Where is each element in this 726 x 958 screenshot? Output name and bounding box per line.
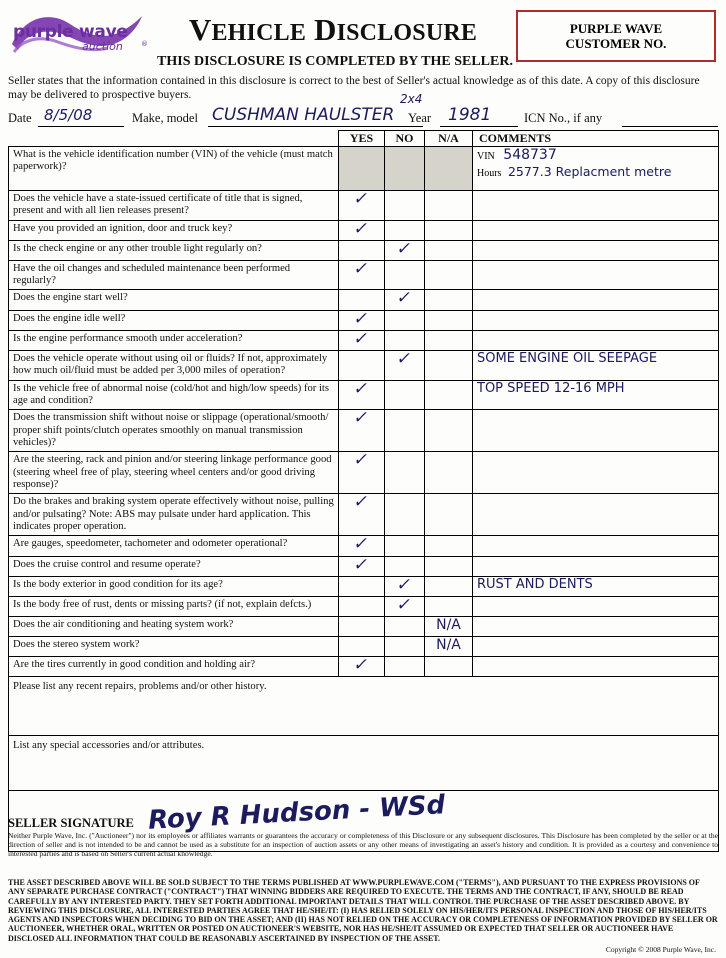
question-cell: Does the cruise control and resume operate? (9, 556, 339, 576)
check-mark-icon: ✓ (352, 218, 371, 239)
table-row (9, 240, 719, 260)
na-cell[interactable] (425, 494, 473, 536)
question-cell: Is the body free of rust, dents or missing parts? (if not, explain defcts.) (9, 597, 339, 617)
logo-subtext: auction (82, 40, 123, 53)
disclaimer-text: Neither Purple Wave, Inc. ("Auctioneer") nor its employees or affiliates warrants or guarantees the accuracy or completeness of this Disclosure or any subsequent disclosures. This Disclosure has been completed by the seller or at the direction of seller and is not intended to be and cannot be used as a substitute for an inspection of auction assets or any other means of investigating an asset's history and condition. It is provided as a courtesy and convenience to interested parties and is based on Seller's current actual knowledge. (8, 831, 718, 858)
yes-cell[interactable] (339, 556, 385, 576)
na-cell[interactable] (425, 330, 473, 350)
check-mark-icon: ✓ (352, 492, 371, 513)
check-mark-icon: ✓ (352, 259, 371, 280)
question-cell: Are gauges, speedometer, tachometer and odometer operational? (9, 536, 339, 556)
no-cell[interactable] (385, 261, 425, 290)
logo-wordmark: purple wave (13, 22, 128, 42)
signature-label: SELLER SIGNATURE (8, 816, 134, 830)
yes-cell[interactable] (339, 637, 385, 657)
special-accessories-note: List any special accessories and/or attributes. (9, 736, 719, 791)
table-row (9, 381, 719, 410)
yes-cell[interactable] (339, 330, 385, 350)
table-row (9, 597, 719, 617)
year-label: Year (408, 111, 432, 125)
yes-cell[interactable] (339, 576, 385, 596)
na-cell[interactable] (425, 452, 473, 494)
table-row (9, 147, 719, 191)
yes-cell[interactable] (339, 147, 385, 191)
make-model-field[interactable] (208, 92, 423, 127)
comment-cell[interactable] (473, 597, 719, 617)
yes-cell[interactable] (339, 240, 385, 260)
check-mark-icon: ✓ (395, 288, 414, 309)
na-cell[interactable] (425, 617, 473, 637)
comment-cell[interactable] (473, 147, 719, 191)
no-cell[interactable] (385, 381, 425, 410)
purple-wave-logo (8, 10, 158, 58)
question-cell: Does the air conditioning and heating system work? (9, 617, 339, 637)
yes-cell[interactable] (339, 220, 385, 240)
hours-value: 2577.3 Replacment metre (507, 164, 672, 180)
question-cell: Does the stereo system work? (9, 637, 339, 657)
yes-cell[interactable] (339, 494, 385, 536)
vin-label: VIN (477, 151, 495, 163)
yes-cell[interactable] (339, 657, 385, 677)
comment-cell[interactable] (473, 330, 719, 350)
question-cell: Does the engine idle well? (9, 310, 339, 330)
table-row (9, 452, 719, 494)
comment-cell[interactable]: SOME ENGINE OIL SEEPAGE (473, 351, 719, 381)
question-cell: Does the engine start well? (9, 290, 339, 310)
make-model-value: CUSHMAN HAULSTER (212, 105, 395, 125)
na-cell[interactable] (425, 576, 473, 596)
icn-label: ICN No., if any (524, 111, 603, 125)
no-cell[interactable] (385, 657, 425, 677)
na-cell[interactable] (425, 310, 473, 330)
yes-cell[interactable] (339, 597, 385, 617)
question-cell: What is the vehicle identification number (VIN) of the vehicle (must match paperwork)? (9, 147, 339, 191)
question-cell: Does the vehicle have a state-issued certificate of title that is signed, present and with all lien releases present? (9, 191, 339, 220)
question-cell: Are the tires currently in good condition and holding air? (9, 657, 339, 677)
no-cell[interactable] (385, 617, 425, 637)
col-header-yes: YES (339, 131, 385, 147)
check-mark-icon: ✓ (352, 379, 371, 400)
na-cell[interactable] (425, 410, 473, 452)
vin-line (477, 149, 714, 163)
yes-cell[interactable] (339, 191, 385, 220)
no-cell[interactable] (385, 597, 425, 617)
question-cell: Is the body exterior in good condition for its age? (9, 576, 339, 596)
table-row (9, 576, 719, 596)
na-cell[interactable] (425, 657, 473, 677)
recent-repairs-note: Please list any recent repairs, problems and/or other history. (9, 677, 719, 736)
table-header-row (9, 131, 719, 147)
disclosure-table (8, 130, 719, 852)
col-header-comments: COMMENTS (473, 131, 719, 147)
check-mark-icon: ✓ (395, 574, 414, 595)
table-row (9, 220, 719, 240)
check-mark-icon: ✓ (352, 450, 371, 471)
check-mark-icon: ✓ (395, 238, 414, 259)
no-cell[interactable] (385, 220, 425, 240)
hours-label: Hours (477, 168, 502, 180)
col-header-blank (9, 131, 339, 147)
comment-cell[interactable] (473, 220, 719, 240)
table-row (9, 191, 719, 220)
no-cell[interactable] (385, 240, 425, 260)
comment-cell[interactable] (473, 310, 719, 330)
table-row (9, 657, 719, 677)
comment-cell[interactable] (473, 452, 719, 494)
table-row (9, 290, 719, 310)
comment-cell[interactable] (473, 494, 719, 536)
na-cell[interactable] (425, 220, 473, 240)
no-cell[interactable] (385, 191, 425, 220)
comment-cell[interactable] (473, 410, 719, 452)
no-cell[interactable] (385, 310, 425, 330)
question-cell: Are the steering, rack and pinion and/or steering linkage performance good (steering wheel free of play, steering wheel centers and/or good driving response)? (9, 452, 339, 494)
seller-statement: Seller states that the information contained in this disclosure is correct to the best of Seller's actual knowledge as of this date. A copy of this disclosure may be delivered to prospective buyers. (8, 75, 700, 101)
copyright-text: Copyright © 2008 Purple Wave, Inc. (605, 945, 716, 954)
date-value: 8/5/08 (44, 106, 93, 124)
na-cell[interactable] (425, 597, 473, 617)
yes-cell[interactable] (339, 261, 385, 290)
no-cell[interactable] (385, 330, 425, 350)
yes-cell[interactable] (339, 410, 385, 452)
check-mark-icon: ✓ (352, 189, 371, 210)
col-header-na: N/A (425, 131, 473, 147)
question-cell: Does the transmission shift without noise or slippage (operational/smooth/ proper shift points/clutch operates smoothly on manual transmission vehicles)? (9, 410, 339, 452)
na-cell[interactable] (425, 351, 473, 381)
comment-cell[interactable] (473, 637, 719, 657)
no-cell[interactable] (385, 351, 425, 381)
check-mark-icon: ✓ (352, 655, 371, 676)
comment-cell[interactable]: TOP SPEED 12-16 MPH (473, 381, 719, 410)
document-header (0, 4, 726, 70)
table-row (9, 410, 719, 452)
check-mark-icon: ✓ (352, 328, 371, 349)
check-mark-icon: ✓ (352, 534, 371, 555)
comment-cell[interactable]: RUST AND DENTS (473, 576, 719, 596)
icn-field[interactable] (622, 108, 718, 127)
yes-cell[interactable] (339, 310, 385, 330)
make-model-superscript: 2x4 (400, 92, 423, 106)
col-header-no: NO (385, 131, 425, 147)
no-cell[interactable] (385, 556, 425, 576)
check-mark-icon: ✓ (395, 349, 414, 370)
yes-cell[interactable] (339, 381, 385, 410)
yes-cell[interactable] (339, 536, 385, 556)
question-cell: Do the brakes and braking system operate effectively without noise, pulling and/or pulsating? Note: ABS may pulsate under hard application. This indicates proper operation. (9, 494, 339, 536)
customer-number-box[interactable] (516, 10, 716, 62)
make-model-label: Make, model (132, 111, 198, 125)
comment-cell[interactable] (473, 536, 719, 556)
table-row (9, 351, 719, 381)
no-cell[interactable] (385, 637, 425, 657)
question-cell: Is the check engine or any other trouble light regularly on? (9, 240, 339, 260)
comment-cell[interactable] (473, 240, 719, 260)
na-cell[interactable] (425, 147, 473, 191)
yes-cell[interactable] (339, 452, 385, 494)
table-row (9, 556, 719, 576)
vin-value: 548737 (503, 147, 557, 164)
customer-number-label: PURPLE WAVE CUSTOMER NO. (565, 21, 667, 51)
table-row (9, 637, 719, 657)
comment-cell[interactable] (473, 657, 719, 677)
na-mark: N/A (436, 617, 461, 634)
question-cell: Is the vehicle free of abnormal noise (cold/hot and high/low speeds) for its age and condition? (9, 381, 339, 410)
na-cell[interactable] (425, 556, 473, 576)
na-cell[interactable] (425, 240, 473, 260)
notes-row[interactable] (9, 677, 719, 736)
table-row (9, 617, 719, 637)
date-label: Date (8, 111, 32, 125)
signature-value: Roy R Hudson - WSd (147, 790, 446, 836)
no-cell[interactable] (385, 290, 425, 310)
comment-cell[interactable] (473, 191, 719, 220)
na-cell[interactable] (425, 381, 473, 410)
check-mark-icon: ✓ (352, 308, 371, 329)
table-row (9, 310, 719, 330)
logo-registered-mark: ® (141, 40, 148, 48)
no-cell[interactable] (385, 536, 425, 556)
no-cell[interactable] (385, 494, 425, 536)
no-cell[interactable] (385, 452, 425, 494)
terms-text: THE ASSET DESCRIBED ABOVE WILL BE SOLD SUBJECT TO THE TERMS PUBLISHED AT WWW.PURPLEWAVE.COM ("TERMS"), AND PURSUANT TO THE EXPRESS PROVISIONS OF ANY SEPARATE PURCHASE CONTRACT ("CONTRACT") THAT WINNING BIDDERS ARE REQUIRED TO EXECUTE. THE TERMS AND THE CONTRACT, IF ANY, SHOULD BE READ CAREFULLY BY ANY INTERESTED PARTY. THEY SET FORTH ADDITIONAL IMPORTANT DETAILS THAT WILL CONTROL THE PURCHASE OF THE ASSET DESCRIBED ABOVE. BY REVIEWING THIS DISCLOSURE, ALL INTERESTED PARTIES AGREE THAT HE/SHE/IT: (I) HAS RELIED SOLELY ON HIS/HER/ITS PERSONAL INSPECTION AND THOSE OF HIS/HER/ITS AGENTS AND INSPECTORS WHEN DECIDING TO BID ON THE ASSET; AND (II) HAS NOT RELIED ON THE ACCURACY OR COMPLETENESS OF INFORMATION PROVIDED BY SELLER OR AUCTIONEER, WHETHER ORAL, WRITTEN OR POSTED ON AUCTIONEER'S WEBSITE, NOR HAS HE/SHE/IT ASSUMED OR EXPECTED THAT SELLER OR AUCTIONEER HAVE DISCLOSED ALL INFORMATION THAT COULD BE REASONABLY ASCERTAINED BY INSPECTION OF THE ASSET. (8, 878, 718, 943)
na-cell[interactable] (425, 261, 473, 290)
question-cell: Have you provided an ignition, door and truck key? (9, 220, 339, 240)
na-cell[interactable] (425, 637, 473, 657)
question-cell: Have the oil changes and scheduled maintenance been performed regularly? (9, 261, 339, 290)
na-cell[interactable] (425, 536, 473, 556)
no-cell[interactable] (385, 147, 425, 191)
na-mark: N/A (436, 637, 461, 654)
comment-cell[interactable] (473, 617, 719, 637)
check-mark-icon: ✓ (352, 408, 371, 429)
year-value: 1981 (448, 105, 492, 125)
date-make-model-line (8, 92, 720, 130)
na-cell[interactable] (425, 290, 473, 310)
table-row (9, 261, 719, 290)
check-mark-icon: ✓ (395, 595, 414, 616)
na-cell[interactable] (425, 191, 473, 220)
question-cell: Does the vehicle operate without using oil or fluids? If not, approximately how much oil/fluid must be added per 3,000 miles of operation? (9, 351, 339, 381)
check-mark-icon: ✓ (352, 554, 371, 575)
date-field[interactable] (38, 108, 124, 127)
no-cell[interactable] (385, 576, 425, 596)
yes-cell[interactable] (339, 351, 385, 381)
table-row (9, 494, 719, 536)
question-cell: Is the engine performance smooth under acceleration? (9, 330, 339, 350)
yes-cell[interactable] (339, 617, 385, 637)
notes-row[interactable] (9, 736, 719, 791)
table-row (9, 330, 719, 350)
page-subtitle: THIS DISCLOSURE IS COMPLETED BY THE SELLER. (157, 54, 513, 69)
comment-cell[interactable] (473, 290, 719, 310)
no-cell[interactable] (385, 410, 425, 452)
comment-cell[interactable] (473, 556, 719, 576)
table-row (9, 536, 719, 556)
comment-cell[interactable] (473, 261, 719, 290)
year-field[interactable] (440, 105, 518, 127)
hours-line (477, 166, 714, 180)
yes-cell[interactable] (339, 290, 385, 310)
page-title: VEHICLE DISCLOSURE (188, 12, 478, 47)
